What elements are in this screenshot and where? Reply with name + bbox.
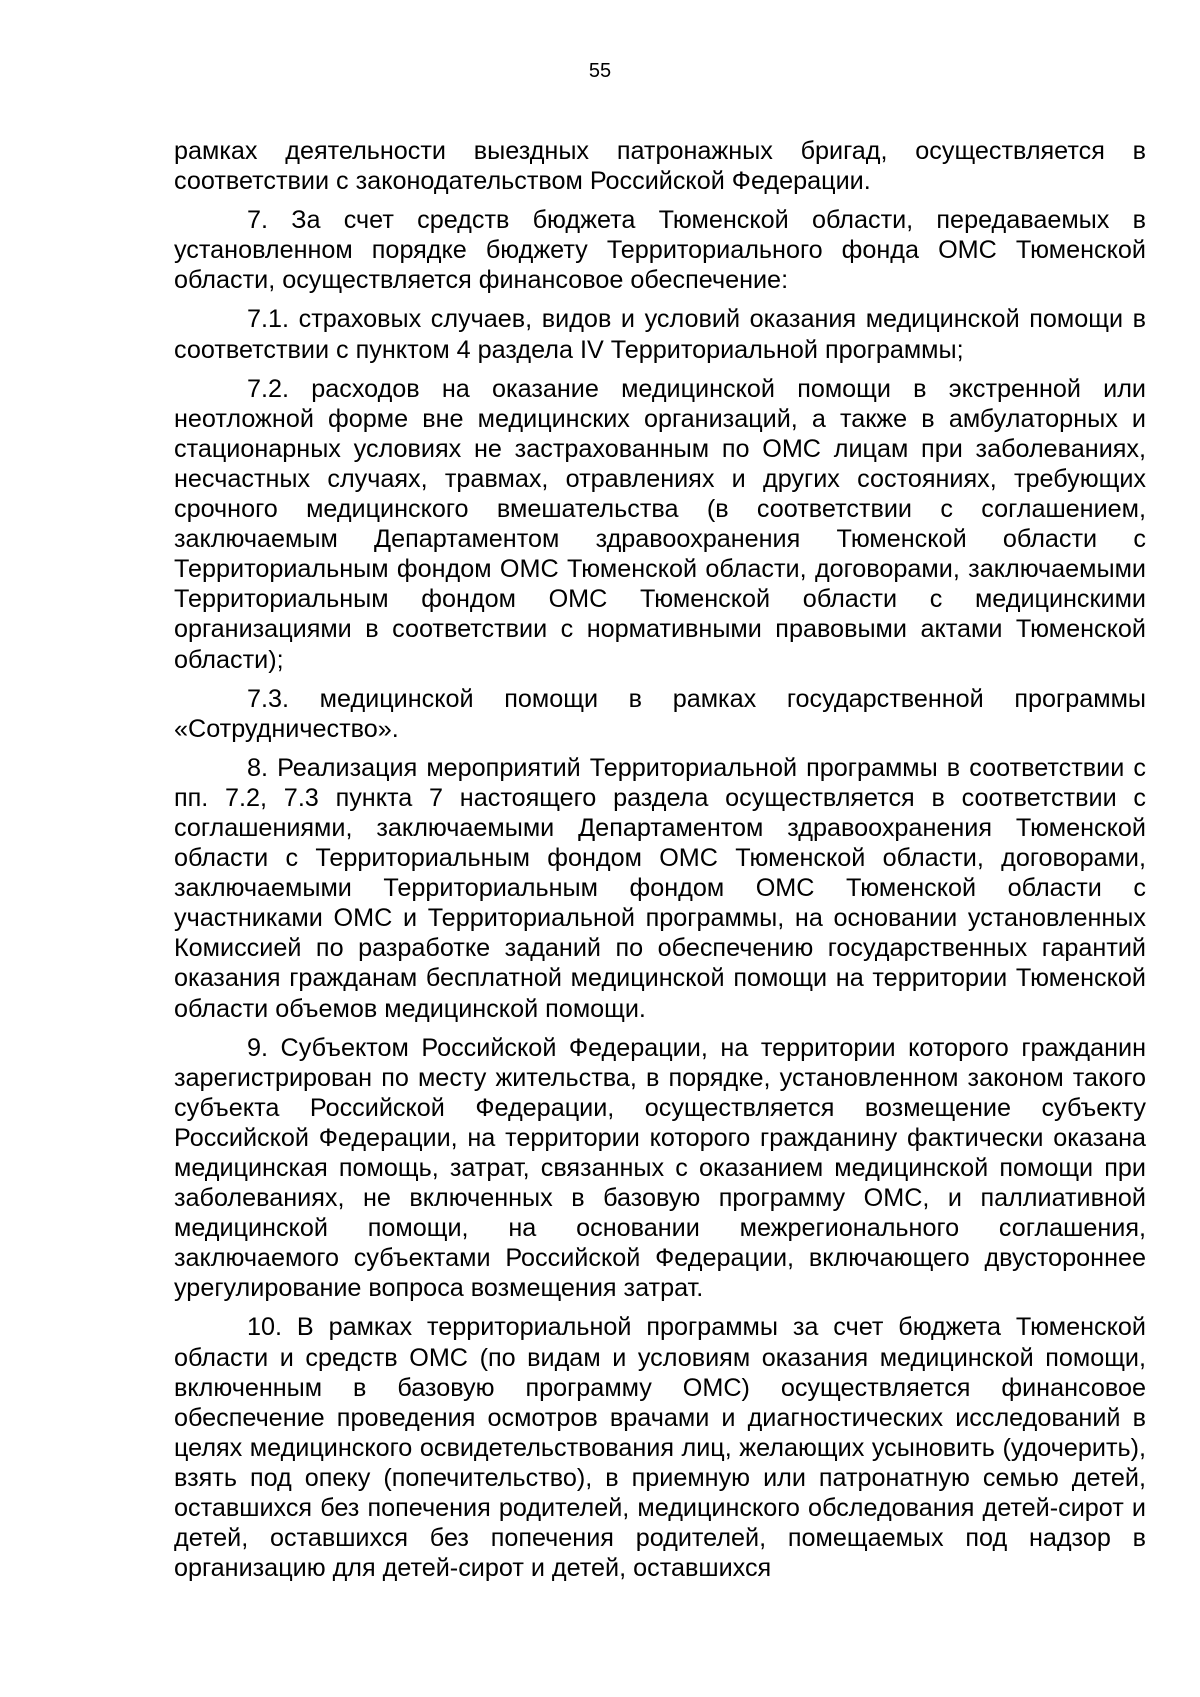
paragraph-7-1: 7.1. страховых случаев, видов и условий оказания медицинской помощи в соответствии с пунктом 4 раздела IV Территориальной программы; bbox=[174, 305, 1146, 364]
paragraph-8: 8. Реализация мероприятий Территориальной программы в соответствии с пп. 7.2, 7.3 пункта 7 настоящего раздела осуществляется в соответствии с соглашениями, заключаемыми Департаментом здравоохранения Тюменской области с Территориальным фондом ОМС Тюменской области, договорами, заключаемыми Территориальным фондом ОМС Тюменской области с участниками ОМС и Территориальной программы, на основании установленных Комиссией по разработке заданий по обеспечению государственных гарантий оказания гражданам бесплатной медицинской помощи на территории Тюменской области объемов медицинской помощи. bbox=[174, 753, 1146, 1023]
paragraph-9: 9. Субъектом Российской Федерации, на территории которого гражданин зарегистрирован по месту жительства, в порядке, установленном законом такого субъекта Российской Федерации, осуществляется возмещение субъекту Российской Федерации, на территории которого гражданину фактически оказана медицинская помощь, затрат, связанных с оказанием медицинской помощи при заболеваниях, не включенных в базовую программу ОМС, и паллиативной медицинской помощи, на основании межрегионального соглашения, заключаемого субъектами Российской Федерации, включающего двустороннее урегулирование вопроса возмещения затрат. bbox=[174, 1033, 1146, 1303]
paragraph-continuation: рамках деятельности выездных патронажных бригад, осуществляется в соответствии с законодательством Российской Федерации. bbox=[174, 137, 1146, 196]
paragraph-7: 7. За счет средств бюджета Тюменской области, передаваемых в установленном порядке бюджету Территориального фонда ОМС Тюменской области, осуществляется финансовое обеспечение: bbox=[174, 206, 1146, 295]
page-number: 55 bbox=[588, 60, 612, 82]
paragraph-10: 10. В рамках территориальной программы за счет бюджета Тюменской области и средств ОМС (по видам и условиям оказания медицинской помощи, включенным в базовую программу ОМС) осуществляется финансовое обеспечение проведения осмотров врачами и диагностических исследований в целях медицинского освидетельствования лиц, желающих усыновить (удочерить), взять под опеку (попечительство), в приемную или патронатную семью детей, оставшихся без попечения родителей, медицинского обследования детей-сирот и детей, оставшихся без попечения родителей, помещаемых под надзор в организацию для детей-сирот и детей, оставшихся bbox=[174, 1313, 1146, 1583]
paragraph-7-3: 7.3. медицинской помощи в рамках государственной программы «Сотрудничество». bbox=[174, 684, 1146, 743]
paragraph-7-2: 7.2. расходов на оказание медицинской помощи в экстренной или неотложной форме вне медицинских организаций, а также в амбулаторных и стационарных условиях не застрахованным по ОМС лицам при заболеваниях, несчастных случаях, травмах, отравлениях и других состояниях, требующих срочного медицинского вмешательства (в соответствии с соглашением, заключаемым Департаментом здравоохранения Тюменской области с Территориальным фондом ОМС Тюменской области, договорами, заключаемыми Территориальным фондом ОМС Тюменской области с медицинскими организациями в соответствии с нормативными правовыми актами Тюменской области); bbox=[174, 374, 1146, 674]
document-body bbox=[174, 136, 1146, 1583]
